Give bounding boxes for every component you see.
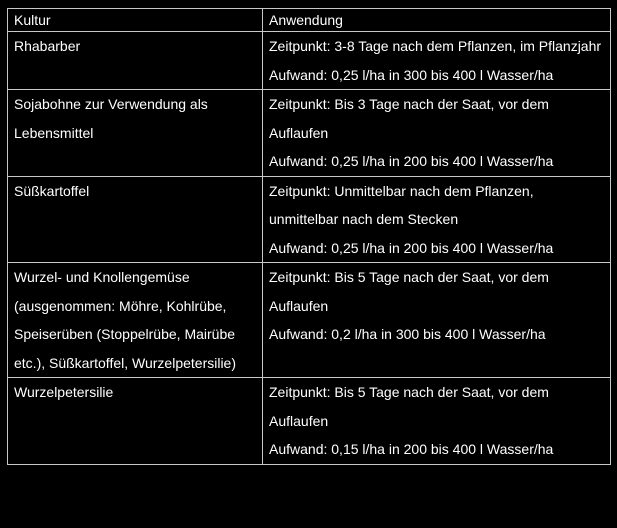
table-row xyxy=(8,378,611,465)
zeitpunkt-text: Zeitpunkt: Bis 3 Tage nach der Saat, vor dem Auflaufen xyxy=(269,96,549,141)
cell-kultur: Sojabohne zur Verwendung als Lebensmittel xyxy=(8,90,263,177)
cell-kultur: Wurzelpetersilie xyxy=(8,378,263,465)
cell-anwendung xyxy=(263,32,611,90)
cell-anwendung xyxy=(263,263,611,378)
aufwand-text: Aufwand: 0,15 l/ha in 200 bis 400 l Wasser/ha xyxy=(269,441,554,457)
cell-kultur: Wurzel- und Knollengemüse (ausgenommen: Möhre, Kohlrübe, Speiserüben (Stoppelrübe, Mairübe etc.), Süßkartoffel, Wurzelpetersilie) xyxy=(8,263,263,378)
aufwand-text: Aufwand: 0,25 l/ha in 300 bis 400 l Wasser/ha xyxy=(269,66,554,83)
table-header-row xyxy=(8,9,611,32)
zeitpunkt-text: Zeitpunkt: Unmittelbar nach dem Pflanzen, unmittelbar nach dem Stecken xyxy=(269,182,534,227)
cell-anwendung xyxy=(263,176,611,263)
aufwand-text: Aufwand: 0,25 l/ha in 200 bis 400 l Wasser/ha xyxy=(269,153,554,169)
header-anwendung: Anwendung xyxy=(263,9,611,32)
cell-kultur: Süßkartoffel xyxy=(8,176,263,263)
zeitpunkt-text: Zeitpunkt: Bis 5 Tage nach der Saat, vor dem Auflaufen xyxy=(269,269,549,314)
table-row xyxy=(8,90,611,177)
zeitpunkt-text: Zeitpunkt: Bis 5 Tage nach der Saat, vor dem Auflaufen xyxy=(269,384,549,429)
aufwand-text: Aufwand: 0,25 l/ha in 200 bis 400 l Wasser/ha xyxy=(269,239,554,256)
table-row xyxy=(8,263,611,378)
aufwand-text: Aufwand: 0,2 l/ha in 300 bis 400 l Wasser/ha xyxy=(269,326,546,342)
cell-anwendung xyxy=(263,90,611,177)
header-kultur: Kultur xyxy=(8,9,263,32)
cell-anwendung xyxy=(263,378,611,465)
table-row xyxy=(8,176,611,263)
zeitpunkt-text: Zeitpunkt: 3-8 Tage nach dem Pflanzen, im Pflanzjahr xyxy=(269,38,602,54)
cell-kultur: Rhabarber xyxy=(8,32,263,90)
application-table xyxy=(7,8,611,465)
table-row xyxy=(8,32,611,90)
